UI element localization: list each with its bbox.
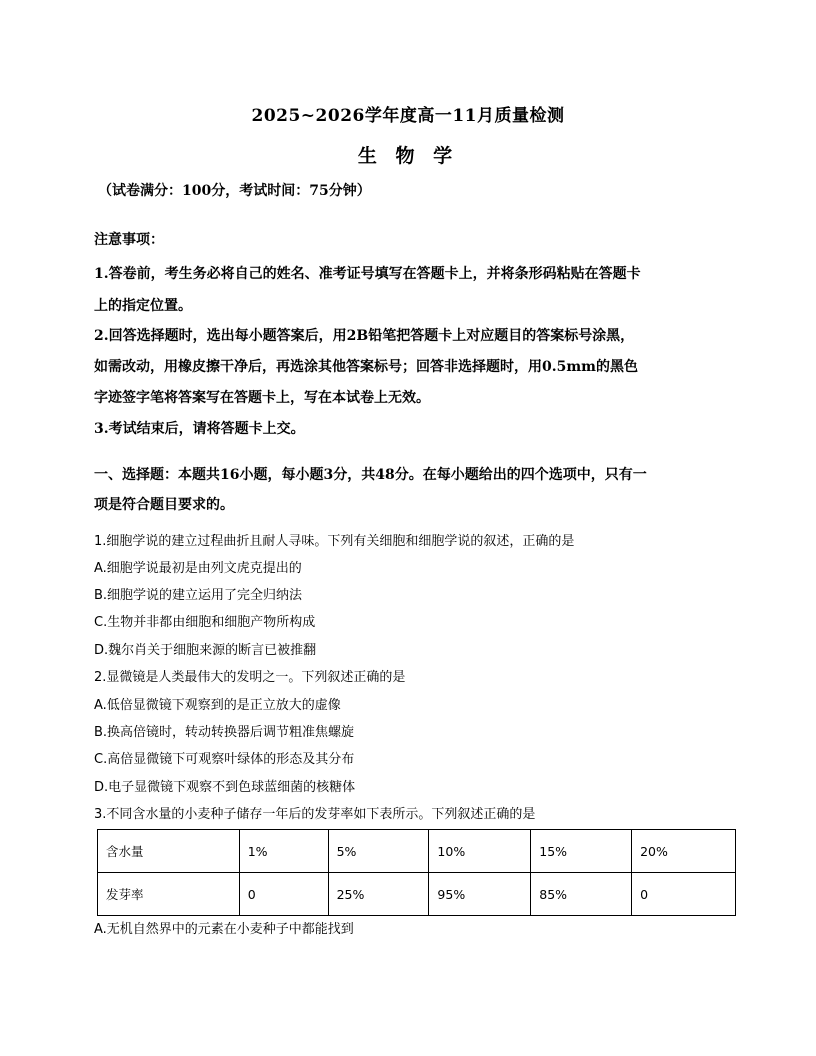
option-d: D.电子显微镜下观察不到色球蓝细菌的核糖体 <box>94 780 356 795</box>
option-a: A.低倍显微镜下观察到的是正立放大的虚像 <box>94 698 341 713</box>
table-cell: 95% <box>429 873 531 916</box>
section-heading: 项是符合题目要求的。 <box>94 497 234 513</box>
subject-title: 生 物 学 <box>357 145 459 167</box>
table-row <box>98 873 736 916</box>
notice-line: 字迹签字笔将答案写在答题卡上，写在本试卷上无效。 <box>94 390 430 406</box>
notice-line: 3.考试结束后，请将答题卡上交。 <box>94 421 305 437</box>
question-stem: 2.显微镜是人类最伟大的发明之一。下列叙述正确的是 <box>94 670 406 685</box>
notice-heading: 注意事项： <box>94 232 164 248</box>
table-cell: 85% <box>531 873 632 916</box>
germination-table <box>97 829 736 916</box>
exam-info: （试卷满分：100分，考试时间：75分钟） <box>98 183 371 199</box>
notice-line: 1.答卷前，考生务必将自己的姓名、准考证号填写在答题卡上，并将条形码粘贴在答题卡 <box>94 266 641 282</box>
notice-line: 上的指定位置。 <box>94 298 192 314</box>
table-cell: 5% <box>328 830 429 873</box>
notice-line: 2.回答选择题时，选出每小题答案后，用2B铅笔把答题卡上对应题目的答案标号涂黑， <box>94 328 635 344</box>
exam-title: 2025~2026学年度高一11月质量检测 <box>251 106 565 126</box>
table-cell: 25% <box>328 873 429 916</box>
notice-line: 如需改动，用橡皮擦干净后，再选涂其他答案标号；回答非选择题时，用0.5mm的黑色 <box>94 359 638 375</box>
table-cell: 1% <box>239 830 328 873</box>
option-c: C.生物并非都由细胞和细胞产物所构成 <box>94 615 316 630</box>
question-stem: 1.细胞学说的建立过程曲折且耐人寻味。下列有关细胞和细胞学说的叙述，正确的是 <box>94 534 575 549</box>
option-c: C.高倍显微镜下可观察叶绿体的形态及其分布 <box>94 752 355 767</box>
table-cell: 含水量 <box>98 830 240 873</box>
table-cell: 20% <box>632 830 736 873</box>
table-cell: 0 <box>632 873 736 916</box>
table-cell: 15% <box>531 830 632 873</box>
option-d: D.魏尔肖关于细胞来源的断言已被推翻 <box>94 643 317 658</box>
table-row <box>98 830 736 873</box>
option-b: B.细胞学说的建立运用了完全归纳法 <box>94 588 303 603</box>
option-b: B.换高倍镜时，转动转换器后调节粗准焦螺旋 <box>94 725 355 740</box>
table-cell: 发芽率 <box>98 873 240 916</box>
table-cell: 10% <box>429 830 531 873</box>
option-a: A.细胞学说最初是由列文虎克提出的 <box>94 561 302 576</box>
option-a: A.无机自然界中的元素在小麦种子中都能找到 <box>94 922 354 937</box>
table-cell: 0 <box>239 873 328 916</box>
section-heading: 一、选择题：本题共16小题，每小题3分，共48分。在每小题给出的四个选项中，只有一 <box>94 467 647 483</box>
question-stem: 3.不同含水量的小麦种子储存一年后的发芽率如下表所示。下列叙述正确的是 <box>94 807 536 822</box>
